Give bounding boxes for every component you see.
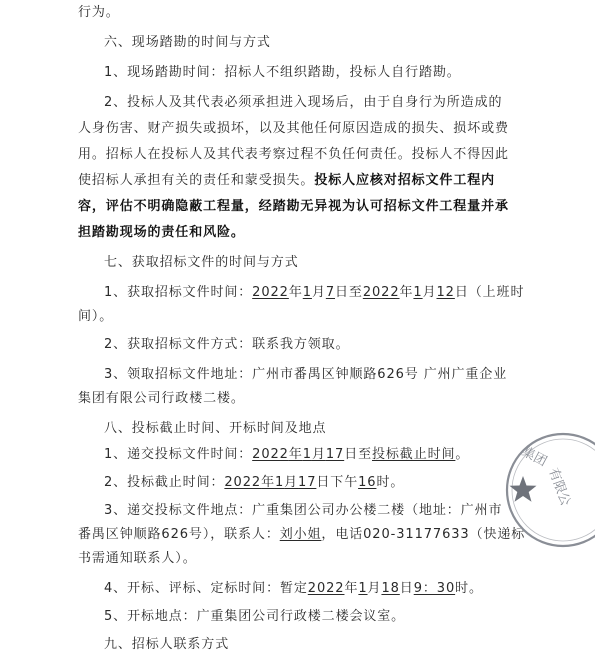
svg-text:有限公: 有限公 (545, 466, 573, 509)
star-icon (510, 476, 537, 502)
section-heading-9: 九、招标人联系方式 (104, 637, 230, 652)
text-line: 2、获取招标文件方式：联系我方领取。 (104, 337, 350, 352)
text-line: 番禺区钟顺路626号），联系人：刘小姐，电话020-31177633（快递标 (78, 527, 526, 542)
text-line: 1、递交投标文件时间：2022年1月17日至投标截止时间。 (104, 447, 470, 462)
text-line: 1、获取招标文件时间：2022年1月7日至2022年1月12日（上班时 (104, 285, 525, 300)
text-line: 3、递交投标文件地点：广重集团公司办公楼二楼（地址：广州市 (104, 503, 503, 518)
section-heading-7: 七、获取招标文件的时间与方式 (104, 255, 299, 270)
text-line: 集团有限公司行政楼二楼。 (78, 391, 245, 406)
text-line: 3、领取招标文件地址：广州市番禺区钟顺路626号 广州广重企业 (104, 367, 508, 382)
section-heading-8: 八、投标截止时间、开标时间及地点 (104, 421, 327, 436)
text-line: 用。招标人在投标人及其代表考察过程不负任何责任。投标人不得因此 (78, 147, 509, 162)
bold-text-line: 担踏勘现场的责任和风险。 (78, 225, 245, 240)
text-line: 4、开标、评标、定标时间：暂定2022年1月18日9：30时。 (104, 581, 483, 596)
text-line: 人身伤害、财产损失或损坏，以及其他任何原因造成的损失、损坏或费 (78, 121, 509, 136)
section-heading-6: 六、现场踏勘的时间与方式 (104, 35, 271, 50)
text-line: 书需通知联系人）。 (78, 551, 197, 566)
bold-text-line: 容，评估不明确隐蔽工程量，经踏勘无异视为认可招标文件工程量并承 (78, 199, 509, 214)
text-line: 2、投标截止时间：2022年1月17日下午16时。 (104, 475, 405, 490)
text-line: 1、现场踏勘时间：招标人不组织踏勘，投标人自行踏勘。 (104, 65, 461, 80)
bold-text: 投标人应核对招标文件工程内 (314, 173, 496, 188)
text-line: 间）。 (78, 309, 114, 324)
text-line: 2、投标人及其代表必须承担进入现场后，由于自身行为所造成的 (104, 95, 503, 110)
company-seal-stamp (505, 430, 595, 550)
text-line: 5、开标地点：广重集团公司行政楼二楼会议室。 (104, 609, 406, 624)
svg-text:集团: 集团 (519, 444, 550, 470)
text-line: 使招标人承担有关的责任和蒙受损失。投标人应核对招标文件工程内 (78, 173, 496, 188)
text-line: 行为。 (78, 5, 120, 20)
